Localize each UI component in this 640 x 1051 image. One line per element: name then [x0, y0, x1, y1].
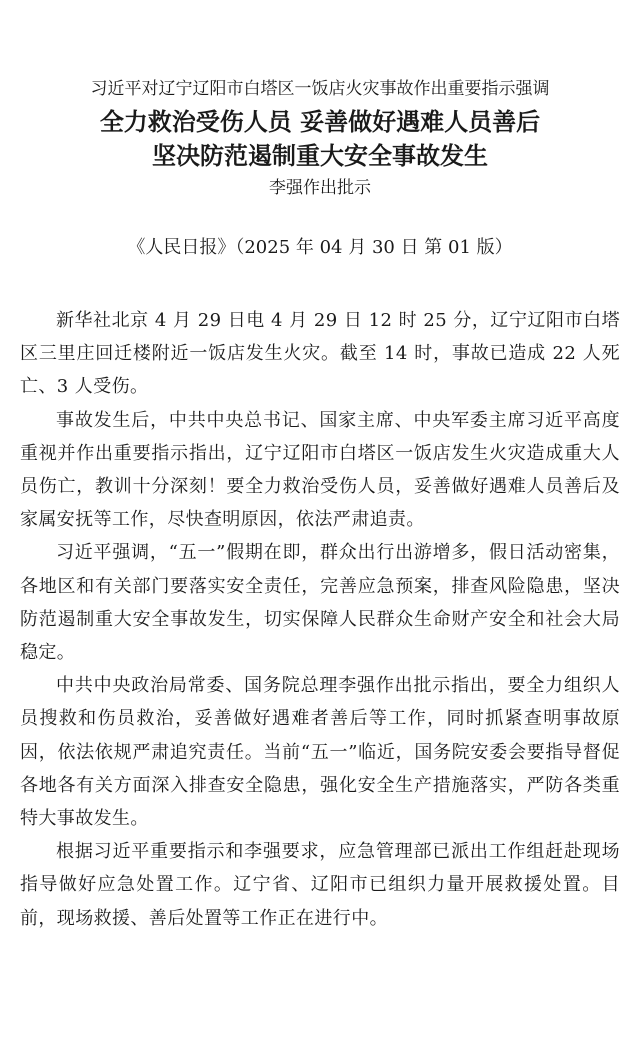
article-source: 《人民日报》（2025 年 04 月 30 日 第 01 版）	[127, 237, 513, 258]
article-paragraph-3: 习近平强调，“五一”假期在即，群众出行出游增多，假日活动密集，各地区和有关部门要落实安全责任，完善应急预案，排查风险隐患，坚决防范遏制重大安全事故发生，切实保障人民群众生命财产安全和社会大局稳定。	[20, 542, 620, 664]
article-paragraph-2: 事故发生后，中共中央总书记、国家主席、中央军委主席习近平高度重视并作出重要指示指出，辽宁辽阳市白塔区一饭店发生火灾造成重大人员伤亡，教训十分深刻！要全力救治受伤人员，妥善做好遇难人员善后及家属安抚等工作，尽快查明原因，依法严肃追责。	[20, 409, 620, 531]
article-paragraph-5: 根据习近平重要指示和李强要求，应急管理部已派出工作组赶赴现场指导做好应急处置工作。辽宁省、辽阳市已组织力量开展救援处置。目前，现场救援、善后处置等工作正在进行中。	[20, 841, 620, 929]
article-subhead: 李强作出批示	[269, 178, 371, 198]
article-headline-line2: 坚决防范遏制重大安全事故发生	[152, 141, 488, 170]
article-body	[20, 304, 620, 935]
article-headline-line1: 全力救治受伤人员 妥善做好遇难人员善后	[99, 107, 541, 136]
article-kicker: 习近平对辽宁辽阳市白塔区一饭店火灾事故作出重要指示强调	[90, 79, 550, 99]
article-paragraph-1: 新华社北京 4 月 29 日电 4 月 29 日 12 时 25 分，辽宁辽阳市白塔区三里庄回迁楼附近一饭店发生火灾。截至 14 时，事故已造成 22 人死亡、3 人受伤。	[20, 310, 620, 398]
article-paragraph-4: 中共中央政治局常委、国务院总理李强作出批示指出，要全力组织人员搜救和伤员救治，妥善做好遇难者善后等工作，同时抓紧查明事故原因，依法依规严肃追究责任。当前“五一”临近，国务院安委会要指导督促各地各有关方面深入排查安全隐患，强化安全生产措施落实，严防各类重特大事故发生。	[20, 675, 620, 830]
